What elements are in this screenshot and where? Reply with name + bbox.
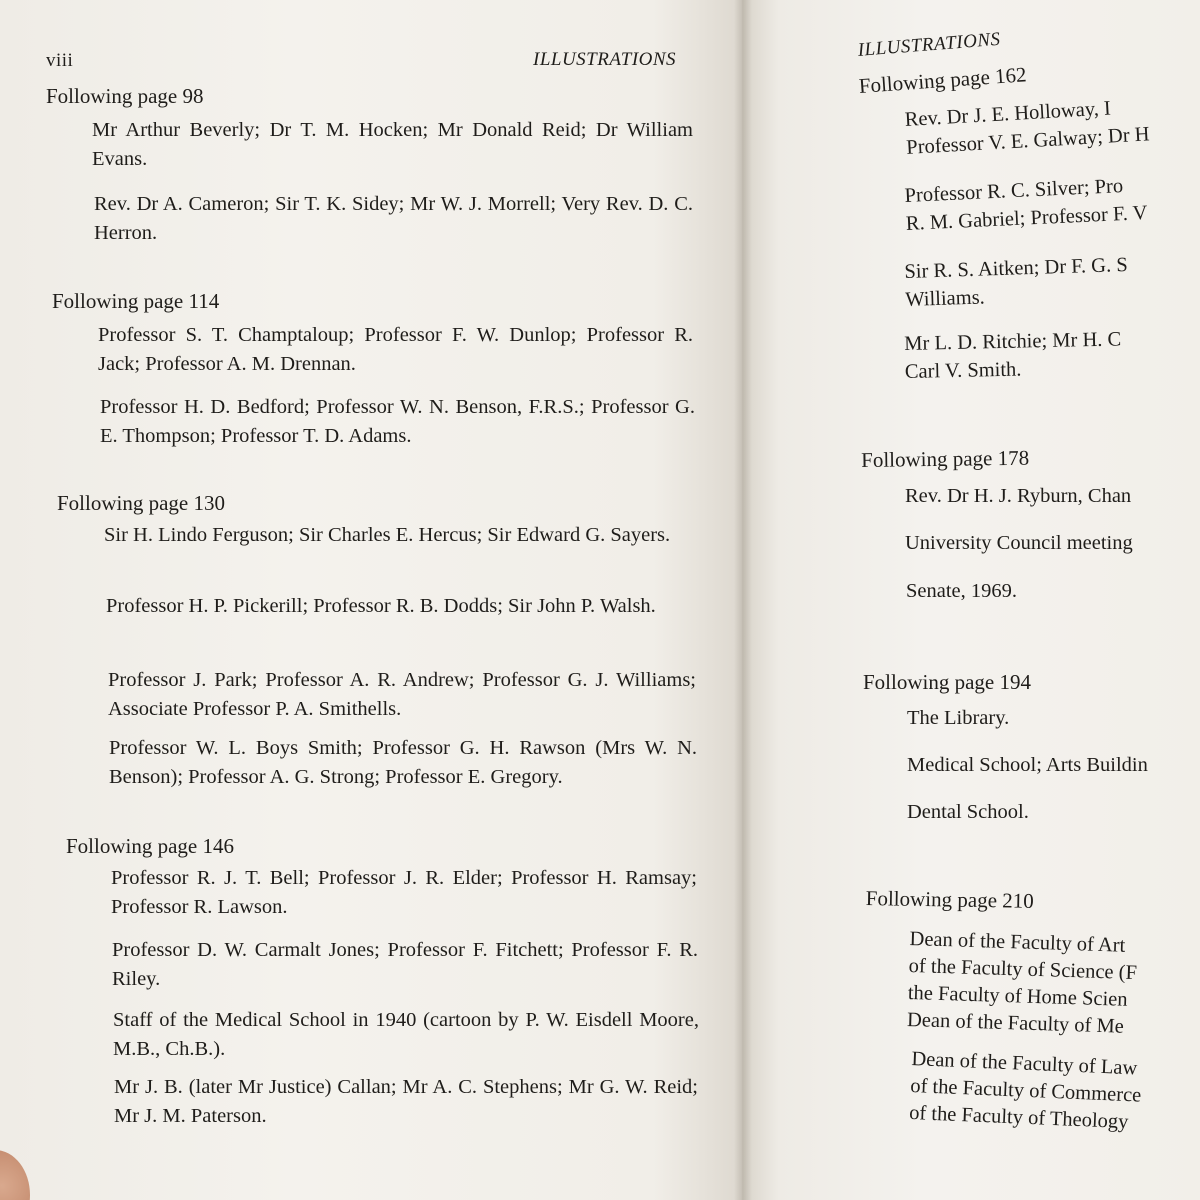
- illustration-entry: Medical School; Arts Buildin: [907, 754, 1148, 776]
- entry-line: Dean of the Faculty of Art: [909, 927, 1126, 957]
- entry-line: Dean of the Faculty of Law: [910, 1047, 1138, 1080]
- book-gutter: [734, 0, 752, 1200]
- illustration-entry: [904, 323, 1200, 386]
- entry-line: Dean of the Faculty of Me: [906, 1008, 1125, 1038]
- section-heading: Following page 114: [52, 289, 220, 313]
- entry-line: of the Faculty of Theology: [908, 1101, 1129, 1134]
- section-heading: Following page 98: [46, 84, 204, 108]
- section-heading: Following page 194: [863, 670, 1031, 694]
- right-page: [742, 0, 1200, 1200]
- entry-line: of the Faculty of Commerce: [909, 1074, 1142, 1107]
- illustration-entry: Dental School.: [907, 801, 1029, 823]
- entry-line: the Faculty of Home Scien: [907, 981, 1128, 1011]
- illustration-entry: [904, 87, 1200, 162]
- illustration-entry: Professor H. D. Bedford; Professor W. N. Benson, F.R.S.; Professor G. E. Thompson; Professor T. D. Adams.: [100, 396, 695, 447]
- running-head: ILLUSTRATIONS: [533, 49, 677, 70]
- section-heading: Following page 130: [57, 491, 225, 515]
- illustration-entry: Mr J. B. (later Mr Justice) Callan; Mr A. C. Stephens; Mr G. W. Reid; Mr J. M. Paterson.: [114, 1076, 698, 1127]
- entry-line: Rev. Dr J. E. Holloway, I: [904, 97, 1112, 131]
- illustration-entry: Professor H. P. Pickerill; Professor R. B. Dodds; Sir John P. Walsh.: [106, 595, 656, 617]
- illustration-entry: Professor S. T. Champtaloup; Professor F. W. Dunlop; Professor R. Jack; Professor A. M. Drennan.: [98, 324, 693, 375]
- running-head: ILLUSTRATIONS: [857, 28, 1002, 61]
- illustration-entry: Mr Arthur Beverly; Dr T. M. Hocken; Mr Donald Reid; Dr William Evans.: [92, 119, 693, 170]
- entry-line: Professor R. C. Silver; Pro: [904, 175, 1124, 207]
- illustration-entry: Professor D. W. Carmalt Jones; Professor F. Fitchett; Professor F. R. Riley.: [112, 939, 698, 990]
- entry-line: Carl V. Smith.: [904, 358, 1022, 383]
- illustration-entry: Professor R. J. T. Bell; Professor J. R. Elder; Professor H. Ramsay; Professor R. Lawson.: [111, 867, 697, 918]
- illustration-entry: Professor J. Park; Professor A. R. Andrew; Professor G. J. Williams; Associate Professor P. A. Smithells.: [108, 669, 696, 720]
- illustration-entry: The Library.: [907, 707, 1010, 729]
- entry-line: R. M. Gabriel; Professor F. V: [905, 202, 1148, 235]
- entry-line: Williams.: [904, 286, 986, 311]
- entry-line: Mr L. D. Ritchie; Mr H. C: [904, 328, 1122, 355]
- section-block: [858, 62, 1027, 99]
- illustration-entry: Rev. Dr H. J. Ryburn, Chan: [905, 485, 1132, 507]
- entry-line: of the Faculty of Science (F: [908, 954, 1138, 985]
- illustration-entry: Staff of the Medical School in 1940 (cartoon by P. W. Eisdell Moore, M.B., Ch.B.).: [113, 1009, 699, 1060]
- entry-line: Professor V. E. Galway; Dr H: [905, 123, 1151, 159]
- section-heading: Following page 210: [865, 886, 1034, 913]
- illustration-entry: Professor W. L. Boys Smith; Professor G. H. Rawson (Mrs W. N. Benson); Professor A. G. Strong; Professor E. Gregory.: [109, 737, 697, 788]
- section-heading: Following page 146: [66, 834, 234, 858]
- illustration-entry: [904, 247, 1200, 314]
- illustration-entry: Sir H. Lindo Ferguson; Sir Charles E. Hercus; Sir Edward G. Sayers.: [104, 524, 671, 546]
- illustration-entry: University Council meeting: [905, 532, 1133, 554]
- thumb-photo-detail: [0, 1150, 30, 1200]
- illustration-entry: Senate, 1969.: [906, 580, 1018, 602]
- illustration-entry: [907, 926, 1139, 1041]
- page-number: viii: [46, 50, 74, 71]
- illustration-entry: [904, 167, 1200, 238]
- entry-line: Sir R. S. Aitken; Dr F. G. S: [904, 253, 1129, 283]
- section-heading: Following page 162: [858, 62, 1028, 98]
- illustration-entry: [909, 1046, 1143, 1137]
- section-heading: Following page 178: [861, 445, 1030, 472]
- illustration-entry: Rev. Dr A. Cameron; Sir T. K. Sidey; Mr W. J. Morrell; Very Rev. D. C. Herron.: [94, 193, 693, 244]
